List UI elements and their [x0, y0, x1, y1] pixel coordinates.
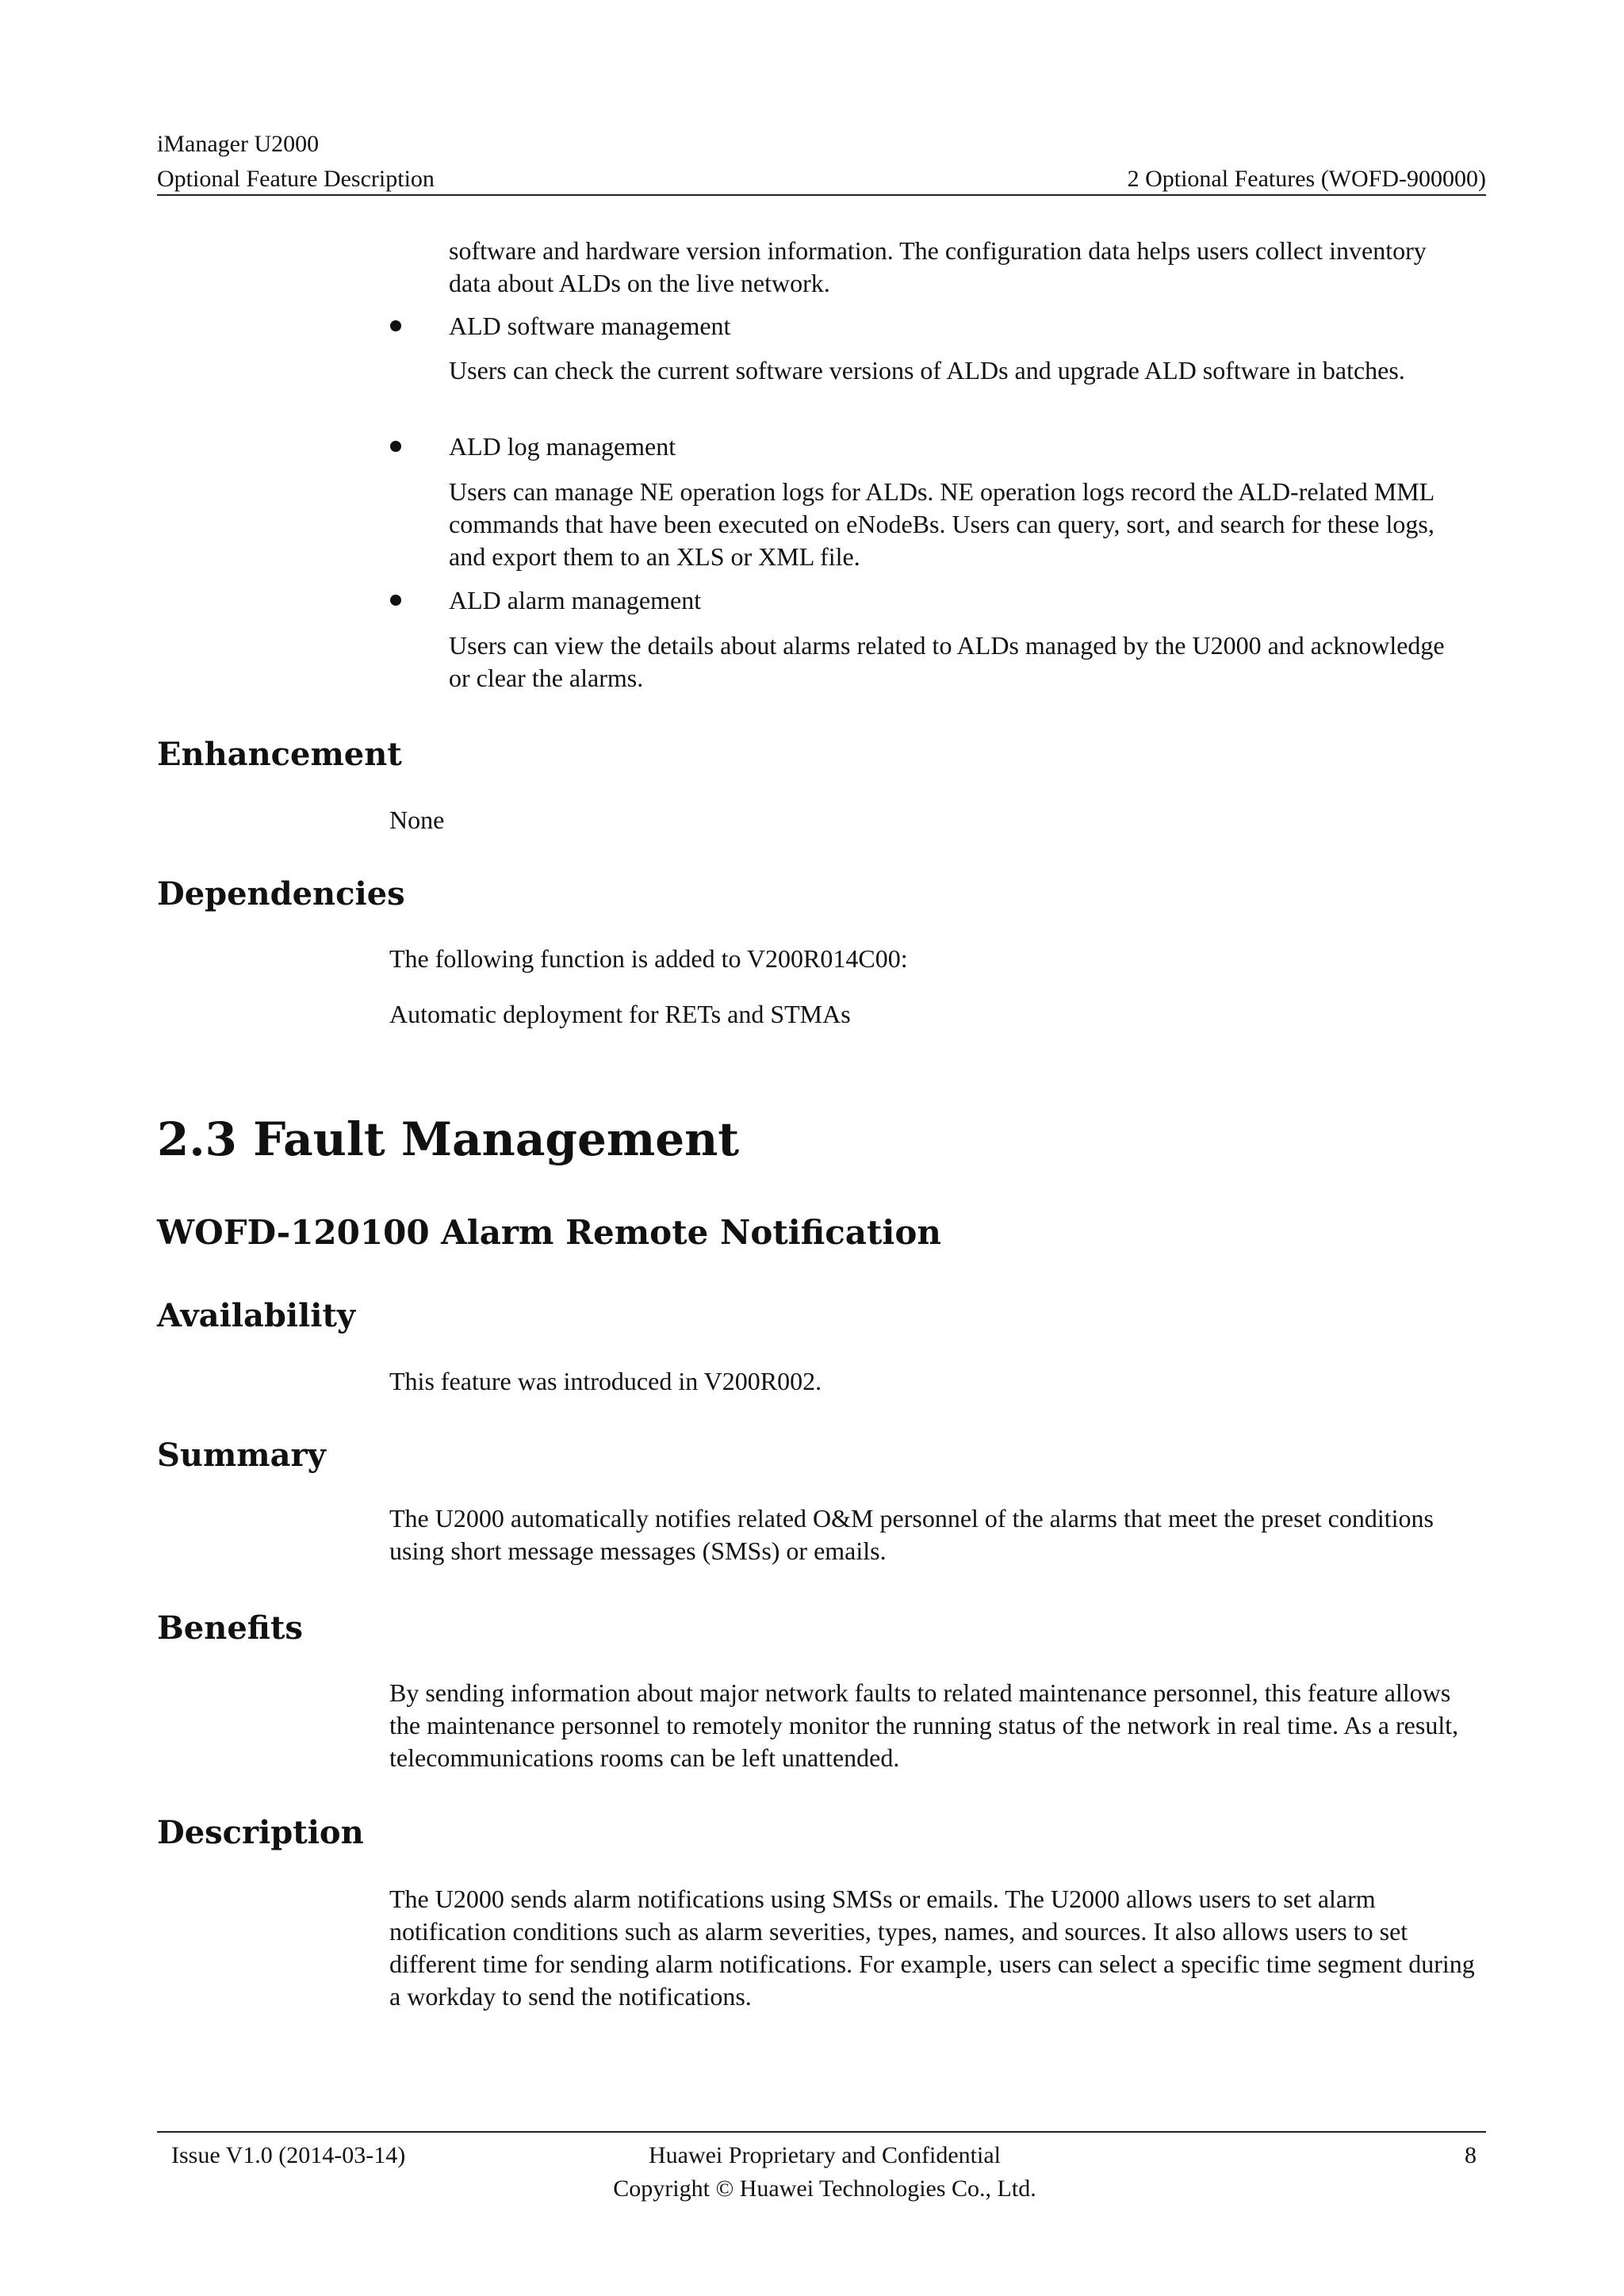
header-product: iManager U2000: [157, 131, 320, 157]
availability-text: This feature was introduced in V200R002.: [389, 1367, 822, 1395]
ald-item-desc: Users can manage NE operation logs for ALDs. NE operation logs record the ALD-related MML commands that have been executed on eNodeBs. Users can query, sort, and search for these logs, and export them to an XLS or XML file.: [449, 477, 1434, 571]
benefits-text: By sending information about major network faults to related maintenance personnel, this feature allows the maintenance personnel to remotely monitor the running status of the network in real time. As a result, telecommunications rooms can be left unattended.: [389, 1678, 1459, 1772]
enhancement-heading: Enhancement: [157, 736, 402, 773]
dependencies-line1: The following function is added to V200R014C00:: [389, 944, 908, 973]
ald-item-desc: Users can check the current software versions of ALDs and upgrade ALD software in batches.: [449, 356, 1405, 385]
dependencies-line2: Automatic deployment for RETs and STMAs: [389, 1000, 851, 1028]
benefits-heading: Benefits: [157, 1609, 303, 1647]
summary-text: The U2000 automatically notifies related O&M personnel of the alarms that meet the preset conditions using short message messages (SMSs) or emails.: [389, 1504, 1434, 1565]
feature-title: WOFD-120100 Alarm Remote Notification: [157, 1213, 941, 1252]
ald-item-title: ALD software management: [449, 312, 731, 340]
availability-heading: Availability: [157, 1297, 356, 1334]
header-doc-title: Optional Feature Description: [157, 166, 435, 192]
description-heading: Description: [157, 1814, 364, 1851]
ald-intro: software and hardware version information. The configuration data helps users collect inventory data about ALDs on the live network.: [449, 236, 1427, 297]
ald-item-title: ALD alarm management: [449, 586, 702, 614]
footer-page-number: 8: [1465, 2142, 1477, 2168]
summary-heading: Summary: [157, 1437, 326, 1474]
description-text: The U2000 sends alarm notifications using SMSs or emails. The U2000 allows users to set alarm notification conditions such as alarm severities, types, names, and sources. It also allows users to set different time for sending alarm notifications. For example, users can select a specific time segment during a workday to send the notifications.: [389, 1885, 1475, 2011]
header-chapter: 2 Optional Features (WOFD-900000): [1127, 166, 1486, 192]
bullet-icon: [390, 595, 401, 606]
footer-rule: [157, 2131, 1486, 2133]
dependencies-heading: Dependencies: [157, 875, 405, 913]
enhancement-text: None: [389, 806, 445, 834]
footer-issue: Issue V1.0 (2014-03-14): [171, 2142, 406, 2168]
section-title: 2.3 Fault Management: [157, 1112, 740, 1166]
bullet-icon: [390, 441, 401, 452]
bullet-icon: [390, 320, 401, 331]
header-rule: [157, 194, 1486, 196]
ald-item-title: ALD log management: [449, 432, 676, 461]
ald-item-desc: Users can view the details about alarms related to ALDs managed by the U2000 and acknowledge or clear the alarms.: [449, 631, 1445, 692]
footer-copyright: Copyright © Huawei Technologies Co., Ltd.: [613, 2175, 1036, 2202]
footer-proprietary: Huawei Proprietary and Confidential: [648, 2142, 1002, 2168]
